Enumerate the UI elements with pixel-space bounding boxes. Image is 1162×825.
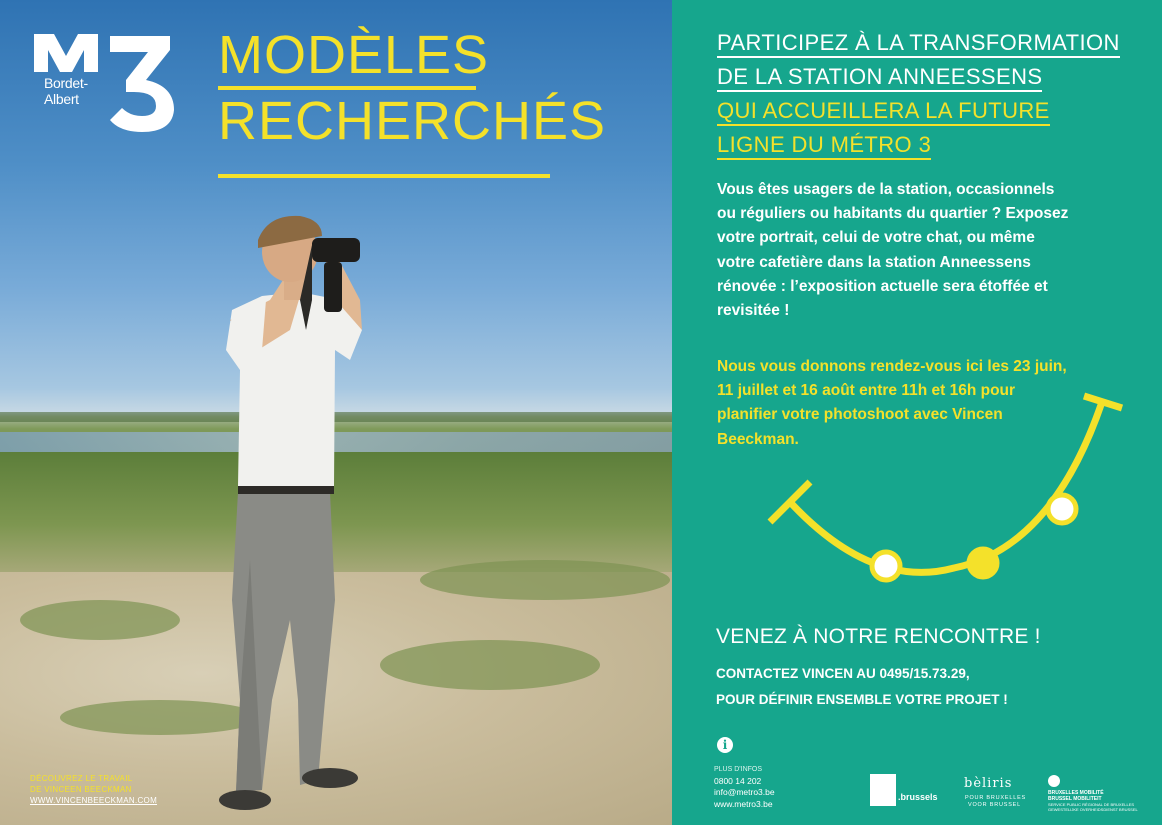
headline — [717, 26, 1120, 162]
cta-heading: VENEZ À NOTRE RENCONTRE ! — [716, 625, 1041, 648]
credit-line2: DE VINCEEN BEECKMAN — [30, 785, 132, 794]
title-line1: MODÈLES — [218, 25, 490, 85]
mobility-line2: BRUSSEL MOBILITEIT — [1048, 796, 1102, 802]
cta-line1: CONTACTEZ VINCEN AU 0495/15.73.29, — [716, 666, 970, 681]
photographer-website-link[interactable]: WWW.VINCENBEECKMAN.COM — [30, 796, 158, 805]
headline-line4: LIGNE DU MÉTRO 3 — [717, 132, 931, 160]
title-underline-2 — [218, 174, 550, 178]
info-email[interactable]: info@metro3.be — [714, 787, 775, 797]
body-paragraph-1: Vous êtes usagers de la station, occasionnels ou réguliers ou habitants du quartier ? Exposez votre portrait, celui de votre chat, ou même votre cafetière dans la station Anneessens rénovée : l’exposition actuelle sera étoffée et revisitée ! — [717, 181, 1069, 320]
sponsor-brussels: .brussels — [898, 792, 938, 802]
logo-line1: Bordet- — [44, 75, 88, 91]
station-dot — [872, 552, 900, 580]
mobility-line3: SERVICE PUBLIC RÉGIONAL DE BRUXELLES — [1048, 802, 1135, 807]
brussels-logo-icon — [870, 774, 896, 806]
info-icon: i — [717, 737, 733, 753]
mobility-line1: BRUXELLES MOBILITÉ — [1048, 790, 1104, 796]
station-dot — [1048, 495, 1076, 523]
photographer-credit — [30, 773, 157, 806]
info-phone[interactable]: 0800 14 202 — [714, 775, 762, 786]
cta-line2: POUR DÉFINIR ENSEMBLE VOTRE PROJET ! — [716, 692, 1008, 707]
info-label: PLUS D'INFOS — [714, 766, 763, 773]
mobility-line4: GEWESTELIJKE OVERHEIDSDIENST BRUSSEL — [1048, 807, 1138, 812]
bruxelles-mobilite-icon — [1048, 775, 1060, 787]
sponsor-beliris: bèliris — [964, 776, 1013, 791]
beliris-sub1: POUR BRUXELLES — [965, 795, 1027, 801]
logo-station-names — [44, 75, 88, 107]
body-paragraph-2: Nous vous donnons rendez-vous ici les 23 juin, 11 juillet et 16 août entre 11h et 16h pour planifier votre photoshoot avec Vincen Beeckman. — [717, 358, 1067, 448]
credit-line1: DÉCOUVREZ LE TRAVAIL — [30, 774, 133, 783]
cta-contact — [716, 661, 1008, 713]
headline-line2: DE LA STATION ANNEESSENS — [717, 64, 1042, 92]
headline-line3: QUI ACCUEILLERA LA FUTURE — [717, 98, 1050, 126]
station-dot — [969, 549, 997, 577]
contact-info — [714, 764, 775, 810]
title-line2: RECHERCHÉS — [218, 91, 607, 151]
title-underline-1 — [218, 86, 476, 90]
info-website[interactable]: www.metro3.be — [714, 798, 773, 809]
beliris-sub2: VOOR BRUSSEL — [968, 802, 1022, 808]
logo-line2: Albert — [44, 91, 79, 107]
info-panel — [672, 0, 1162, 825]
headline-line1: PARTICIPEZ À LA TRANSFORMATION — [717, 30, 1120, 58]
